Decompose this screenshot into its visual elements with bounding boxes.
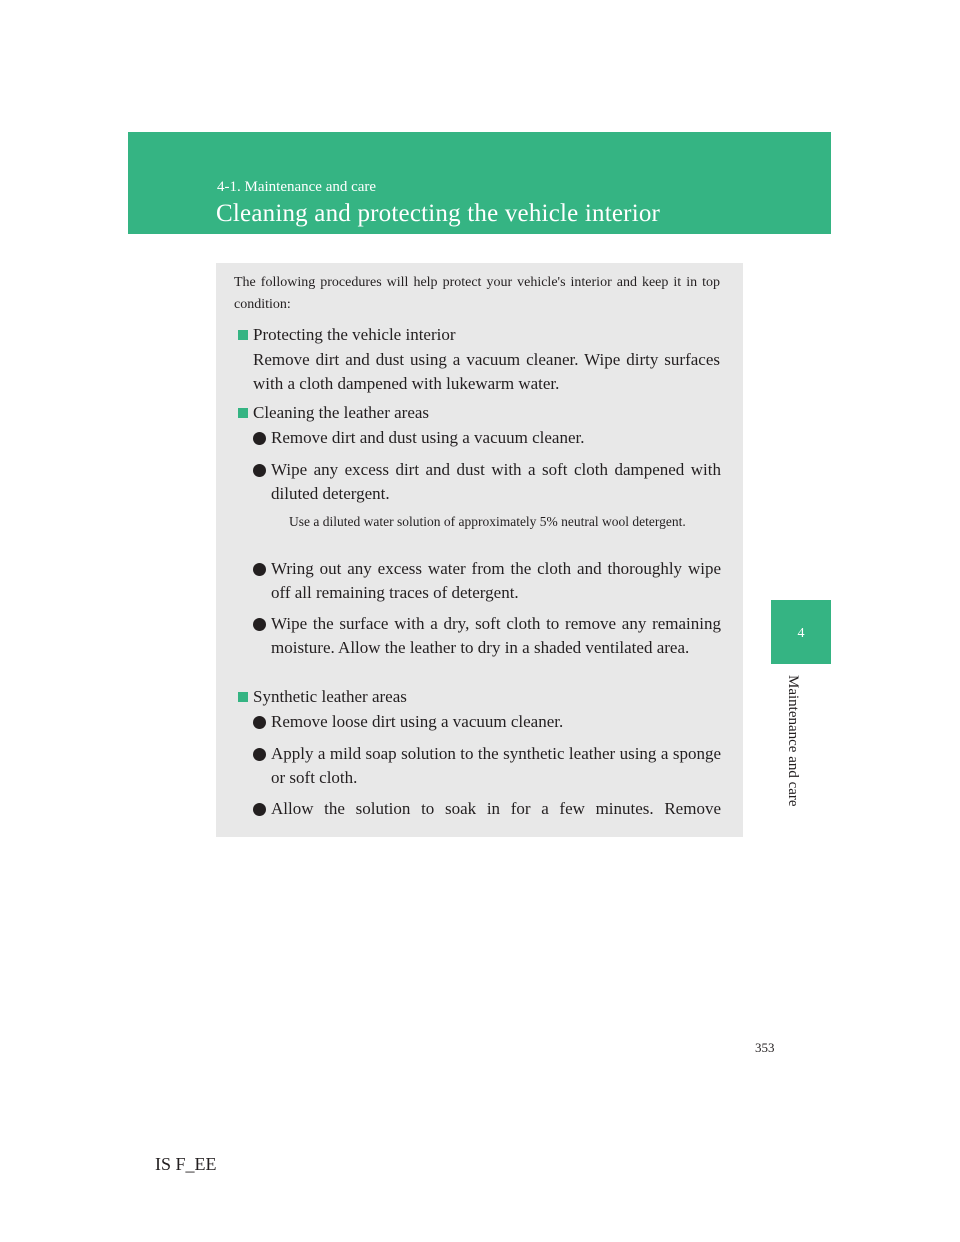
square-bullet-icon	[238, 692, 248, 702]
round-bullet-icon	[253, 432, 266, 445]
round-bullet-icon	[253, 803, 266, 816]
section-label: 4-1. Maintenance and care	[217, 179, 377, 195]
section-heading-leather: Cleaning the leather areas	[253, 403, 430, 422]
intro-text: The following procedures will help protect your vehicle's interior and keep it in top condition:	[234, 275, 720, 312]
chapter-number: 4	[797, 626, 805, 641]
list-item: Apply a mild soap solution to the synthetic leather using a sponge or soft cloth.	[271, 744, 721, 787]
round-bullet-icon	[253, 464, 266, 477]
list-item: Wipe any excess dirt and dust with a soft cloth dampened with diluted detergent.	[271, 460, 721, 503]
page-number: 353	[755, 1040, 775, 1055]
section-heading-protecting: Protecting the vehicle interior	[253, 325, 456, 344]
list-item: Remove loose dirt using a vacuum cleaner.	[271, 712, 564, 731]
round-bullet-icon	[253, 563, 266, 576]
section-heading-synthetic: Synthetic leather areas	[253, 687, 407, 706]
list-item: Remove dirt and dust using a vacuum cleaner.	[271, 428, 585, 447]
detergent-note: Use a diluted water solution of approximately 5% neutral wool detergent.	[289, 514, 686, 529]
chapter-label: Maintenance and care	[785, 675, 801, 807]
list-item: Wring out any excess water from the cloth and thoroughly wipe off all remaining traces of detergent.	[271, 559, 721, 602]
chapter-tab	[771, 600, 831, 664]
section-text-protecting: Remove dirt and dust using a vacuum cleaner. Wipe dirty surfaces with a cloth dampened with lukewarm water.	[253, 350, 720, 393]
square-bullet-icon	[238, 330, 248, 340]
round-bullet-icon	[253, 716, 266, 729]
document-code: IS F_EE	[155, 1154, 217, 1174]
list-item: Allow the solution to soak in for a few minutes. Remove	[271, 799, 721, 818]
round-bullet-icon	[253, 748, 266, 761]
list-item: Wipe the surface with a dry, soft cloth to remove any remaining moisture. Allow the leather to dry in a shaded ventilated area.	[271, 614, 721, 657]
square-bullet-icon	[238, 408, 248, 418]
round-bullet-icon	[253, 618, 266, 631]
page-title: Cleaning and protecting the vehicle interior	[216, 200, 661, 227]
